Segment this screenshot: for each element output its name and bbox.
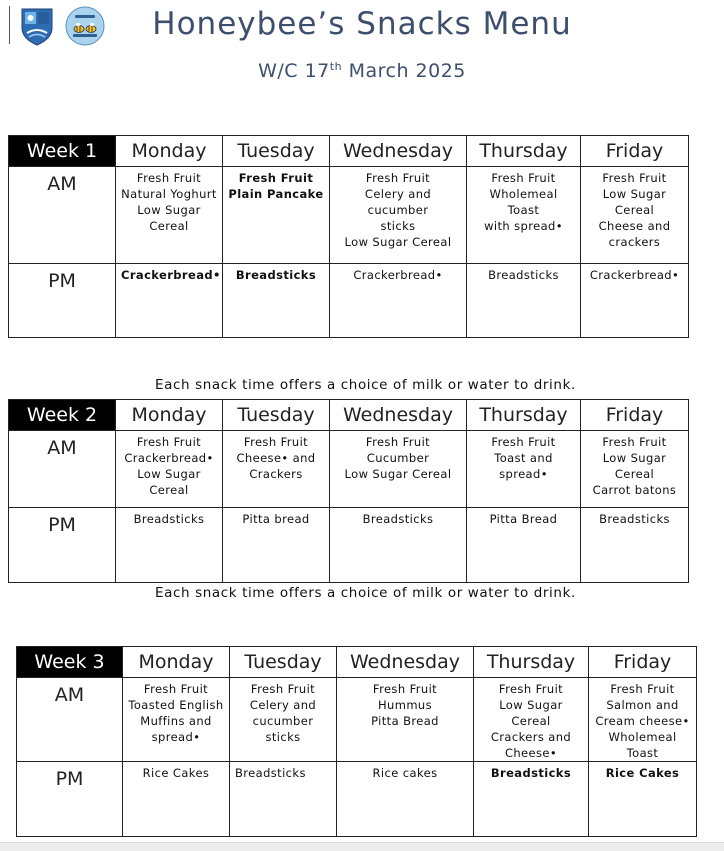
snack-cell — [223, 264, 330, 338]
snack-cell — [337, 678, 474, 762]
snack-item-line: Low Sugar — [499, 698, 563, 712]
snack-item-line: Fresh Fruit — [602, 435, 667, 449]
day-header-thursday: Thursday — [474, 647, 589, 678]
snack-cell — [330, 508, 467, 583]
snack-item-line: Breadsticks — [235, 766, 306, 780]
snack-cell — [581, 431, 689, 508]
week-3-table — [16, 646, 697, 837]
snack-item-line: Fresh Fruit — [365, 435, 431, 449]
snack-item-line: Low Sugar Cereal — [344, 467, 452, 481]
snack-item-line: Toasted English — [128, 698, 224, 712]
snack-item-line: Breadsticks — [490, 766, 572, 780]
snack-cell — [467, 431, 581, 508]
snack-cell — [337, 762, 474, 837]
snack-item-line: Rice Cakes — [605, 766, 680, 780]
snack-item-line: cucumber sticks — [252, 714, 314, 744]
snack-cell — [330, 431, 467, 508]
snack-item-line: Cheese and — [598, 219, 671, 233]
snack-cell — [123, 762, 230, 837]
snack-item-line: Pitta Bread — [371, 714, 439, 728]
am-row-label: AM — [17, 678, 123, 762]
snack-item-line: sticks — [380, 219, 416, 233]
snack-item-line: Cheese• and — [236, 451, 316, 465]
snack-cell — [467, 264, 581, 338]
snack-item-line: Crackers — [249, 467, 303, 481]
snack-item-line: Crackerbread• — [124, 451, 214, 465]
snack-item-line: Cereal — [614, 467, 655, 481]
snack-item-line: Breadsticks — [235, 268, 317, 282]
snack-item-line: Low Sugar — [137, 203, 201, 217]
snack-cell — [467, 167, 581, 264]
date-ordinal-suffix: th — [329, 60, 343, 73]
snack-item-line: Rice cakes — [372, 766, 438, 780]
snack-cell — [589, 678, 697, 762]
week-label: Week 3 — [17, 647, 123, 678]
snack-item-line: Fresh Fruit — [136, 435, 202, 449]
snack-item-line: Cereal — [149, 483, 189, 497]
week-label: Week 2 — [9, 400, 116, 431]
day-header-friday: Friday — [581, 136, 689, 167]
snack-item-line: Fresh Fruit — [610, 682, 675, 696]
day-header-thursday: Thursday — [467, 400, 581, 431]
snack-cell — [123, 678, 230, 762]
snack-item-line: Fresh Fruit — [238, 171, 314, 185]
day-header-tuesday: Tuesday — [230, 647, 337, 678]
snack-item-line: Pitta bread — [242, 512, 310, 526]
snack-item-line: Plain Pancake — [228, 187, 324, 201]
snack-cell — [230, 762, 337, 837]
day-header-thursday: Thursday — [467, 136, 581, 167]
am-row-label: AM — [9, 167, 116, 264]
pm-row-label: PM — [9, 508, 116, 583]
week-label: Week 1 — [9, 136, 116, 167]
snack-cell — [581, 264, 689, 338]
day-header-monday: Monday — [123, 647, 230, 678]
snack-item-line: Toast — [626, 746, 659, 760]
snack-item-line: with spread• — [484, 219, 563, 233]
snack-item-line: Breadsticks — [362, 512, 434, 526]
snack-item-line: Fresh Fruit — [498, 682, 564, 696]
snack-cell — [581, 167, 689, 264]
week-commencing-date — [0, 60, 724, 82]
day-header-friday: Friday — [581, 400, 689, 431]
snack-item-line: Low Sugar Cereal — [344, 235, 452, 249]
snack-item-line: Natural Yoghurt — [121, 187, 217, 201]
snack-item-line: Low Sugar — [137, 467, 201, 481]
day-header-tuesday: Tuesday — [223, 400, 330, 431]
snack-item-line: crackers — [608, 235, 661, 249]
snack-item-line: Cheese• — [504, 746, 558, 760]
snack-item-line: Breadsticks — [133, 512, 205, 526]
snack-item-line: Celery and — [249, 698, 317, 712]
snack-item-line: Celery and cucumber — [364, 187, 432, 217]
snack-item-line: Low Sugar — [602, 187, 667, 201]
page-title: Honeybee’s Snacks Menu — [152, 6, 572, 42]
snack-item-line: Cereal — [614, 203, 655, 217]
snack-item-line: Cream cheese• — [595, 714, 690, 728]
snack-item-line: Fresh Fruit — [491, 435, 556, 449]
snack-cell — [474, 678, 589, 762]
snack-cell — [467, 508, 581, 583]
date-rest: March 2025 — [342, 60, 466, 82]
snack-item-line: Breadsticks — [488, 268, 559, 282]
snack-item-line: Fresh Fruit — [491, 171, 556, 185]
snack-cell — [589, 762, 697, 837]
snack-item-line: Breadsticks — [599, 512, 670, 526]
snack-cell — [116, 508, 223, 583]
page-bottom-edge — [0, 842, 724, 851]
snack-item-line: Cereal — [149, 219, 189, 233]
snack-item-line: Crackerbread• — [589, 268, 680, 282]
snack-item-line: spread• — [499, 467, 548, 481]
snack-item-line: Fresh Fruit — [372, 682, 438, 696]
snack-item-line: Pitta Bread — [489, 512, 558, 526]
day-header-monday: Monday — [116, 400, 223, 431]
snack-item-line: Wholemeal — [608, 730, 677, 744]
day-header-friday: Friday — [589, 647, 697, 678]
snack-item-line: Fresh Fruit — [143, 682, 209, 696]
drink-note: Each snack time offers a choice of milk or water to drink. — [155, 585, 576, 601]
pm-row-label: PM — [17, 762, 123, 837]
snack-item-line: Wholemeal Toast — [489, 187, 558, 217]
snack-cell — [116, 431, 223, 508]
snack-item-line: Carrot batons — [592, 483, 677, 497]
week-1-table — [8, 135, 689, 338]
snack-item-line: Fresh Fruit — [136, 171, 202, 185]
snack-cell — [223, 167, 330, 264]
snack-cell — [474, 762, 589, 837]
snack-cell — [330, 264, 467, 338]
snack-cell — [116, 264, 223, 338]
snack-item-line: Low Sugar — [602, 451, 667, 465]
snack-item-line: Cereal — [511, 714, 551, 728]
snack-item-line: Fresh Fruit — [243, 435, 309, 449]
snack-item-line: Crackerbread• — [353, 268, 443, 282]
day-header-tuesday: Tuesday — [223, 136, 330, 167]
pm-row-label: PM — [9, 264, 116, 338]
snack-cell — [223, 508, 330, 583]
snack-cell — [223, 431, 330, 508]
day-header-monday: Monday — [116, 136, 223, 167]
day-header-wednesday: Wednesday — [330, 400, 467, 431]
snack-cell — [581, 508, 689, 583]
snack-item-line: Fresh Fruit — [250, 682, 316, 696]
snack-item-line: Fresh Fruit — [365, 171, 431, 185]
day-header-wednesday: Wednesday — [337, 647, 474, 678]
am-row-label: AM — [9, 431, 116, 508]
snack-item-line: Fresh Fruit — [602, 171, 667, 185]
snack-item-line: Salmon and — [606, 698, 679, 712]
snack-item-line: Rice Cakes — [142, 766, 210, 780]
snack-item-line: Cucumber — [366, 451, 430, 465]
snack-cell — [230, 678, 337, 762]
date-prefix: W/C 17 — [258, 60, 330, 82]
snack-item-line: spread• — [151, 730, 201, 744]
snack-item-line: Crackers and — [490, 730, 572, 744]
week-2-table — [8, 399, 689, 583]
snack-cell — [330, 167, 467, 264]
drink-note: Each snack time offers a choice of milk or water to drink. — [155, 377, 576, 393]
snack-item-line: Hummus — [377, 698, 433, 712]
snack-cell — [116, 167, 223, 264]
snack-item-line: Muffins and — [140, 714, 212, 728]
snack-item-line: Crackerbread• — [121, 268, 221, 282]
snack-item-line: Toast and — [494, 451, 553, 465]
day-header-wednesday: Wednesday — [330, 136, 467, 167]
